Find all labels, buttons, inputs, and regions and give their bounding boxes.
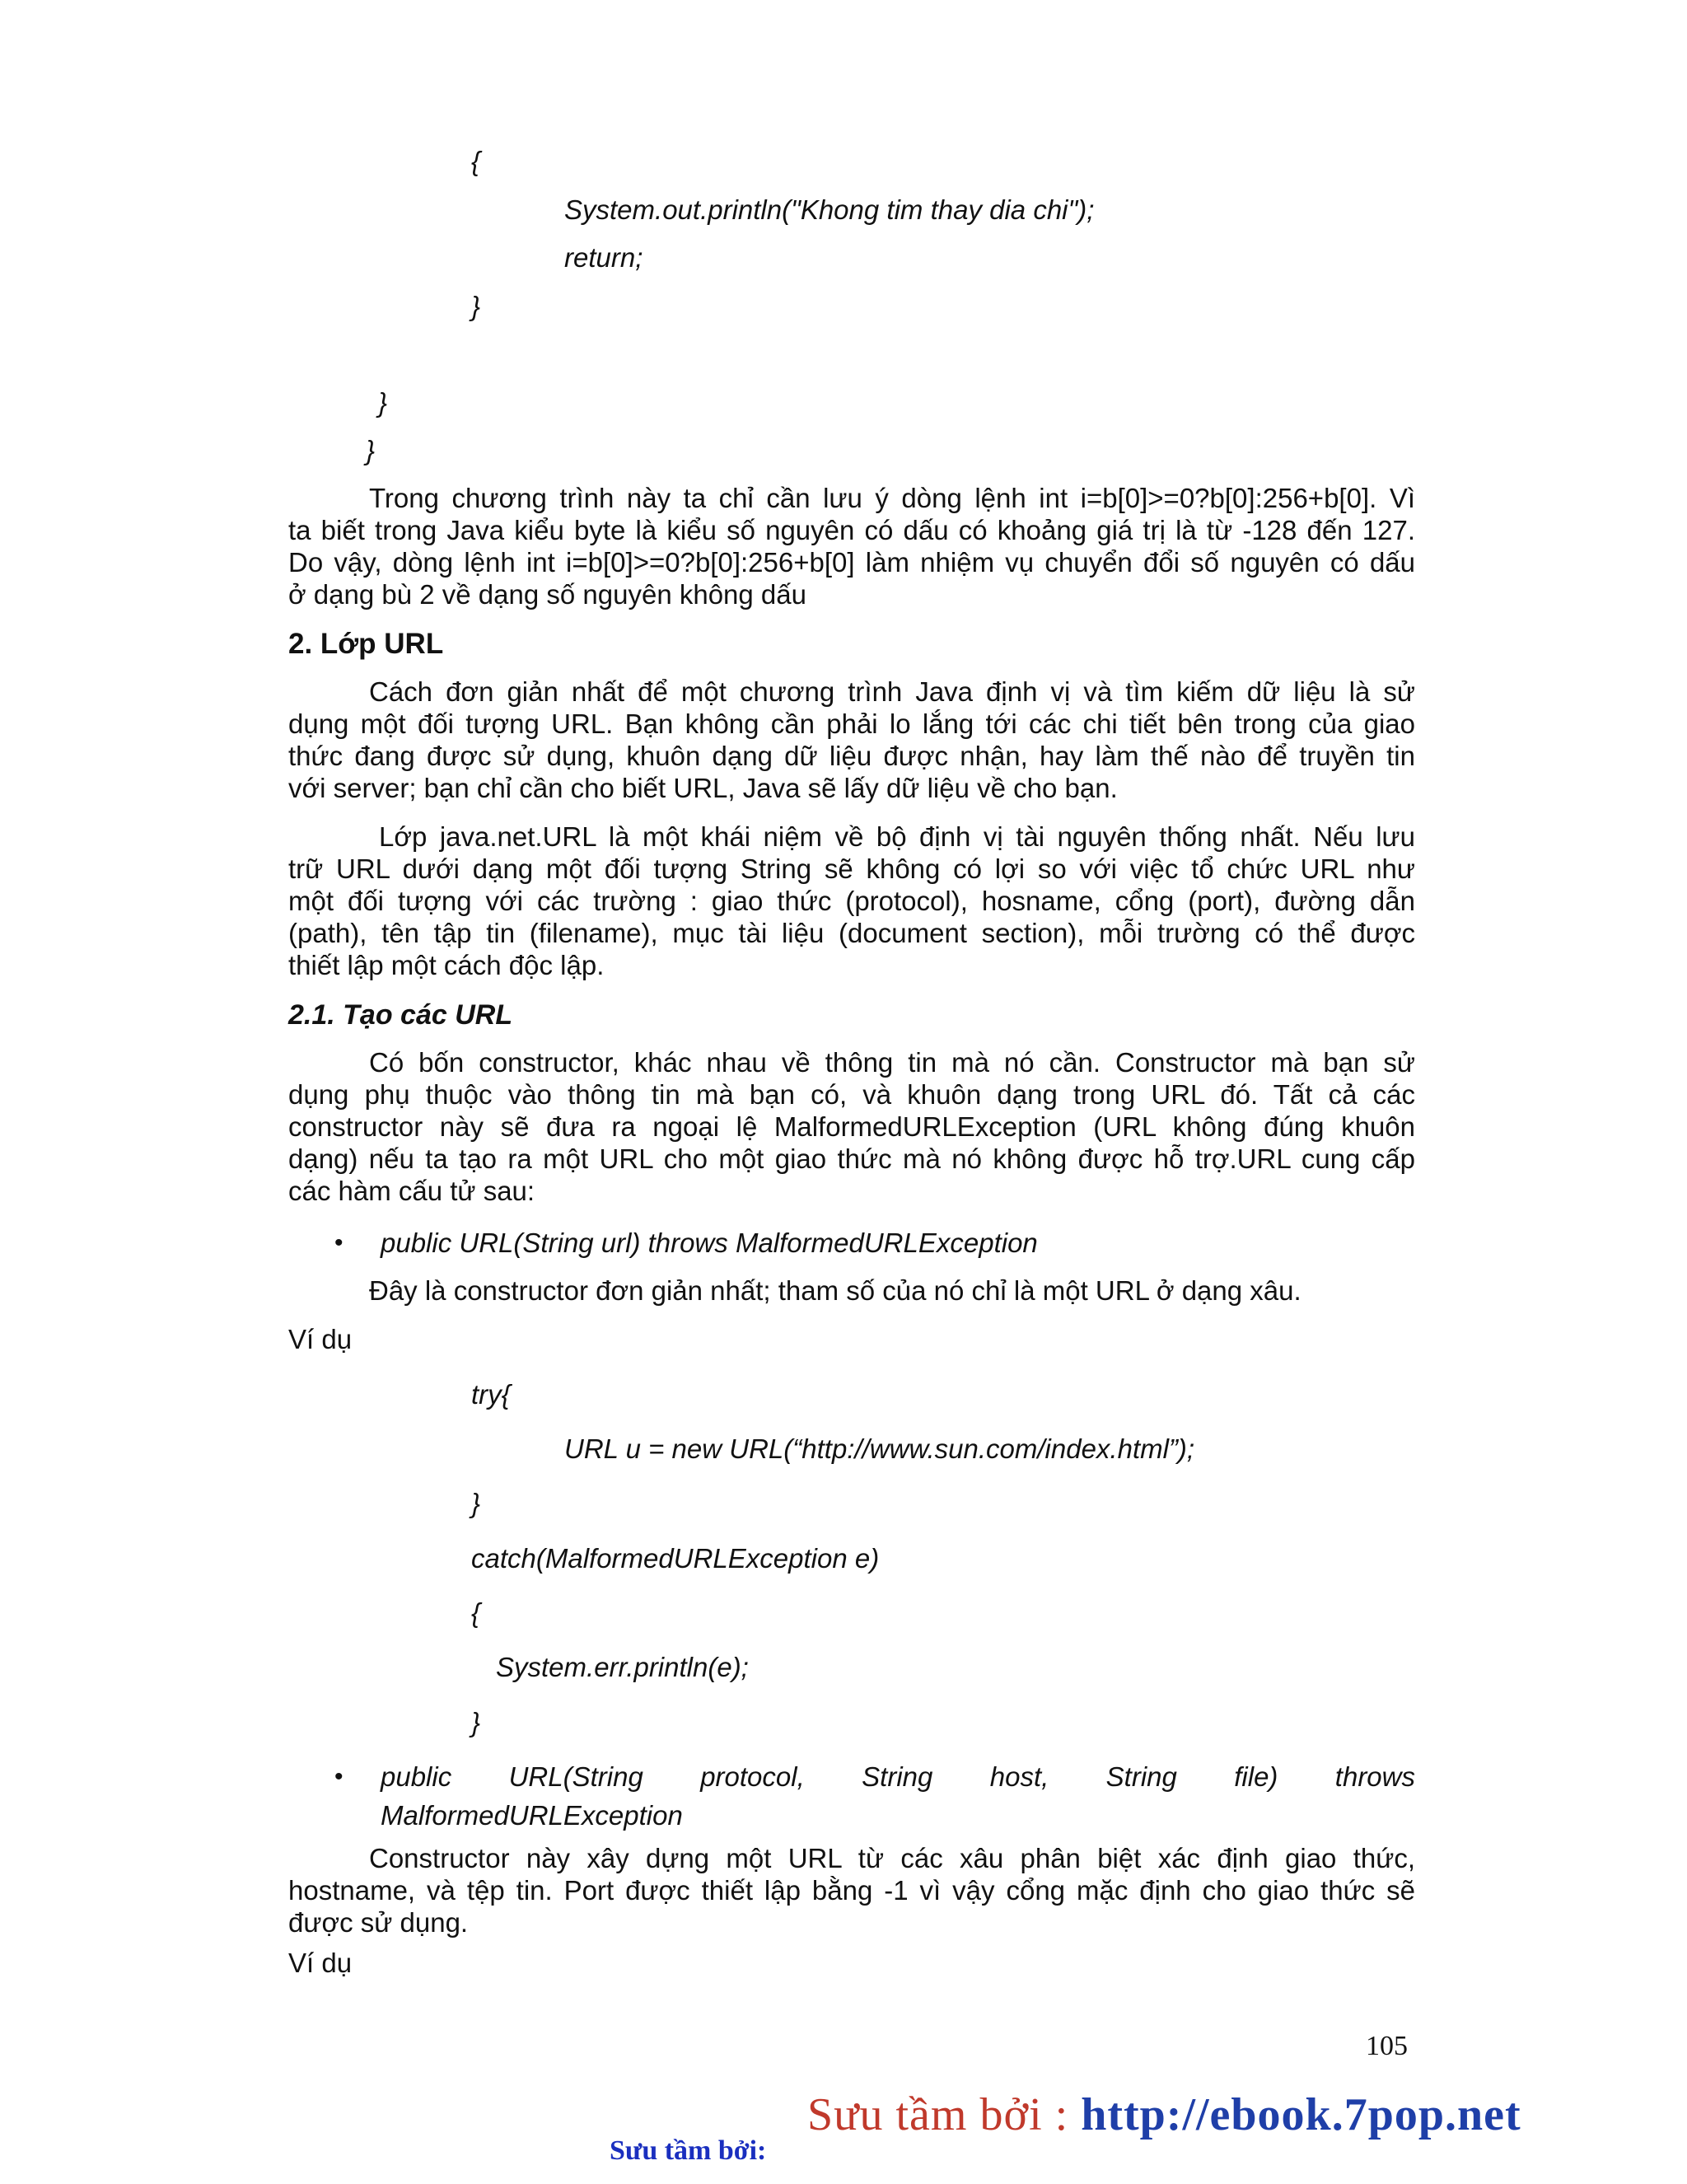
- bullet-constructor-1: public URL(String url) throws MalformedURLException: [381, 1228, 1038, 1258]
- code-brace-open: {: [471, 1597, 481, 1628]
- subsection-heading: 2.1. Tạo các URL: [288, 999, 513, 1031]
- watermark-right-prefix: Sưu tầm bởi :: [807, 2089, 1082, 2140]
- text-line: một đối tượng với các trường : giao thức (protocol), hosname, cổng (port), đường dẫn: [288, 886, 1415, 916]
- code-brace-close: }: [471, 291, 481, 321]
- section-heading: 2. Lớp URL: [288, 628, 444, 660]
- bullet-1-description: Đây là constructor đơn giản nhất; tham số của nó chỉ là một URL ở dạng xâu.: [369, 1275, 1301, 1306]
- paragraph-url-intro: [288, 676, 1415, 804]
- text-line: hostname, và tệp tin. Port được thiết lập bằng -1 vì vậy cổng mặc định cho giao thức sẽ: [288, 1875, 1415, 1906]
- code-brace-open: {: [471, 146, 481, 176]
- bullet-constructor-2-cont: MalformedURLException: [381, 1800, 683, 1831]
- text-line: với server; bạn chỉ cần cho biết URL, Java sẽ lấy dữ liệu về cho bạn.: [288, 773, 1118, 803]
- watermark-left-text: Sưu tầm bởi:: [610, 2135, 767, 2166]
- bullet-icon: •: [334, 1763, 343, 1790]
- text-line: constructor này sẽ đưa ra ngoại lệ MalformedURLException (URL không đúng khuôn: [288, 1111, 1415, 1142]
- text-line: trữ URL dưới dạng một đối tượng String sẽ không có lợi so với việc tổ chức URL như: [288, 853, 1415, 884]
- code-err-println-line: System.err.println(e);: [496, 1652, 749, 1682]
- bullet-icon: •: [334, 1229, 343, 1256]
- text-line: dụng một đối tượng URL. Bạn không cần phải lo lắng tới các chi tiết bên trong của giao: [288, 709, 1415, 739]
- text-line: thức đang được sử dụng, khuôn dạng dữ liệu được nhận, hay làm thế nào để truyền tin: [288, 741, 1415, 771]
- code-url-line: URL u = new URL(“http://www.sun.com/index.html”);: [564, 1433, 1195, 1464]
- text-line: dụng phụ thuộc vào thông tin mà bạn có, và khuôn dạng trong URL đó. Tất cả các: [288, 1079, 1415, 1110]
- code-brace-close: }: [471, 1707, 481, 1737]
- text-line: Trong chương trình này ta chỉ cần lưu ý dòng lệnh int i=b[0]>=0?b[0]:256+b[0]. Vì: [369, 483, 1415, 513]
- text-line: thiết lập một cách độc lập.: [288, 950, 605, 980]
- code-brace-close-class: }: [366, 435, 376, 465]
- text-line: được sử dụng.: [288, 1907, 469, 1938]
- text-line: Có bốn constructor, khác nhau về thông tin mà nó cần. Constructor mà bạn sử: [369, 1047, 1415, 1078]
- text-line: (path), tên tập tin (filename), mục tài liệu (document section), mỗi trường có thể được: [288, 918, 1415, 948]
- text-line: Cách đơn giản nhất để một chương trình Java định vị và tìm kiếm dữ liệu là sử: [369, 676, 1415, 707]
- example-label: Ví dụ: [288, 1324, 353, 1354]
- example-label: Ví dụ: [288, 1948, 353, 1978]
- text-line: Lớp java.net.URL là một khái niệm về bộ định vị tài nguyên thống nhất. Nếu lưu: [379, 821, 1415, 852]
- code-return-line: return;: [564, 242, 643, 273]
- text-line: Do vậy, dòng lệnh int i=b[0]>=0?b[0]:256+b[0] làm nhiệm vụ chuyển đổi số nguyên có dấu: [288, 547, 1415, 578]
- text-line: dạng) nếu ta tạo ra một URL cho một giao thức mà nó không được hỗ trợ.URL cung cấp: [288, 1143, 1415, 1174]
- code-try-line: try{: [471, 1379, 511, 1410]
- paragraph-url-class: [288, 821, 1415, 981]
- page-number: 105: [1366, 2031, 1408, 2061]
- text-line: Constructor này xây dựng một URL từ các xâu phân biệt xác định giao thức,: [369, 1843, 1415, 1873]
- code-catch-line: catch(MalformedURLException e): [471, 1543, 880, 1574]
- watermark-url: http://ebook.7pop.net: [1081, 2089, 1521, 2140]
- code-brace-close: }: [471, 1488, 481, 1518]
- paragraph-constructors: [288, 1046, 1415, 1207]
- code-println-line: System.out.println("Khong tim thay dia chi");: [564, 194, 1095, 225]
- text-line: ta biết trong Java kiểu byte là kiểu số nguyên có dấu có khoảng giá trị là từ -128 đến 127.: [288, 515, 1415, 545]
- text-line: ở dạng bù 2 về dạng số nguyên không dấu: [288, 579, 806, 610]
- text-line: các hàm cấu tử sau:: [288, 1176, 535, 1206]
- paragraph-constructor-2: [288, 1842, 1415, 1938]
- paragraph-explanation: [288, 482, 1415, 610]
- code-brace-close-outer: }: [378, 387, 388, 418]
- watermark-right: [807, 2088, 1521, 2141]
- bullet-constructor-2: public URL(String protocol, String host, String file) throws: [381, 1761, 1415, 1792]
